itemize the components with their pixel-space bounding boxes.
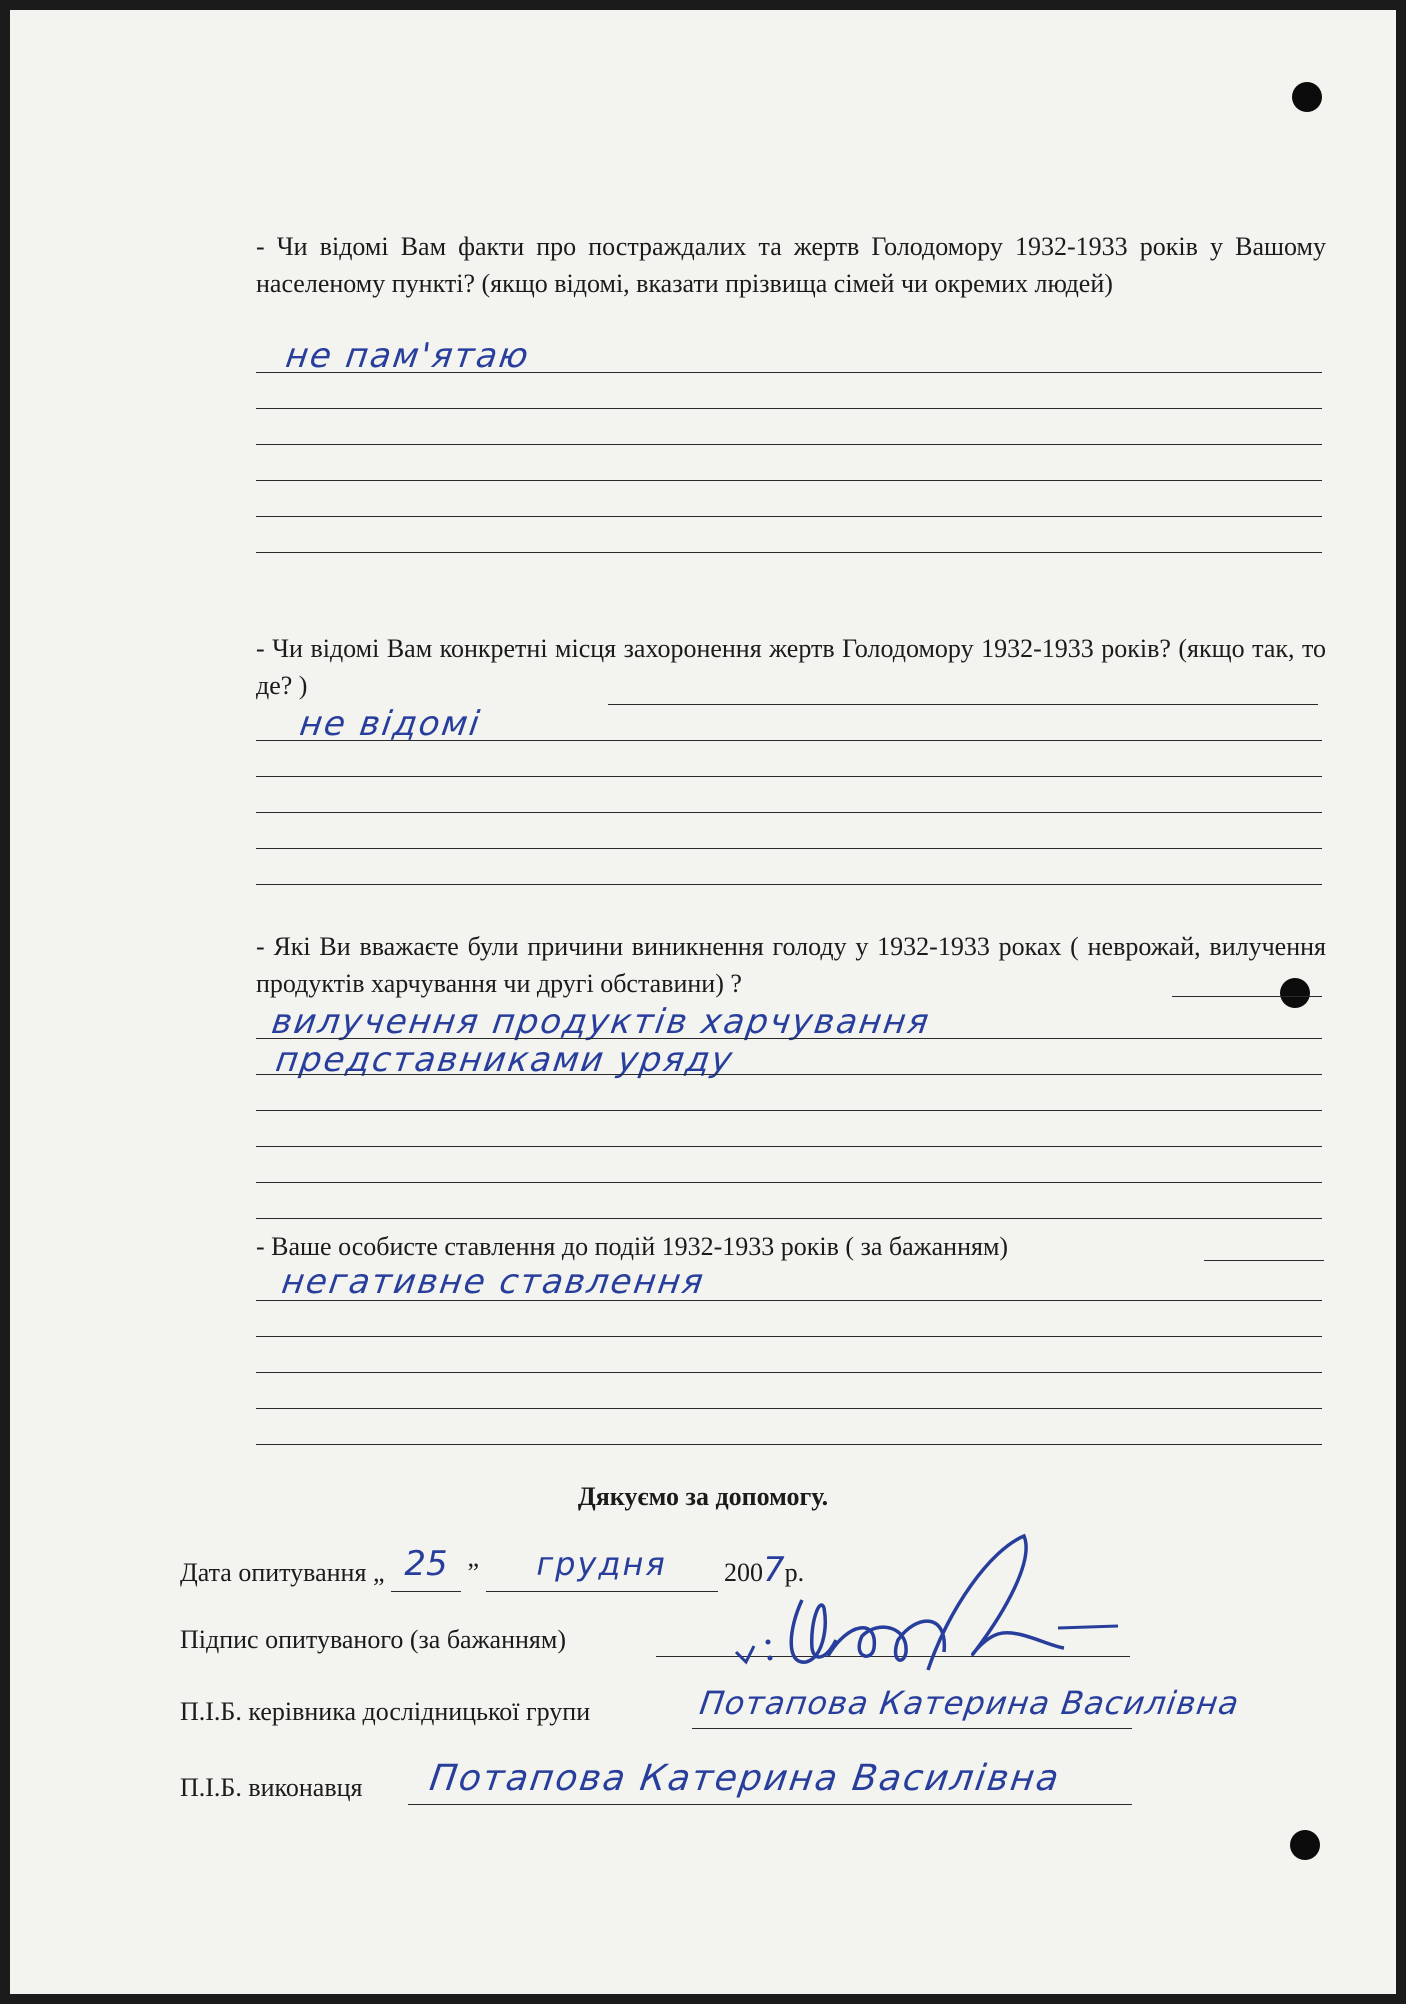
answer-line[interactable] — [256, 884, 1322, 885]
date-suffix: р. — [784, 1558, 805, 1587]
punch-hole — [1290, 1830, 1320, 1860]
executor-label: П.І.Б. виконавця — [180, 1773, 363, 1802]
answer-3-line-1: вилучення продуктів харчування — [269, 1002, 933, 1042]
date-month-field[interactable] — [486, 1545, 718, 1592]
answer-line[interactable] — [256, 1300, 1322, 1301]
answer-3-line-2: представниками уряду — [273, 1040, 737, 1080]
date-open-quote: „ — [372, 1558, 385, 1587]
answer-line[interactable] — [256, 1110, 1322, 1111]
executor-name: Потапова Катерина Василівна — [427, 1758, 1064, 1799]
answer-line[interactable] — [256, 848, 1322, 849]
answer-line[interactable] — [256, 516, 1322, 517]
answer-line[interactable] — [256, 1146, 1322, 1147]
answer-line[interactable] — [256, 1074, 1322, 1075]
answer-line[interactable] — [256, 1218, 1322, 1219]
answer-line[interactable] — [256, 776, 1322, 777]
answer-line[interactable] — [256, 740, 1322, 741]
answer-line[interactable] — [256, 408, 1322, 409]
question-3: - Які Ви вважаєте були причини виникнення голоду у 1932-1933 роках ( неврожай, вилучення продуктів харчування чи другі обставини) ? — [256, 932, 1326, 998]
answer-line[interactable] — [256, 1372, 1322, 1373]
punch-hole — [1292, 82, 1322, 112]
answer-line[interactable] — [256, 1444, 1322, 1445]
signature-label: Підпис опитуваного (за бажанням) — [180, 1625, 566, 1654]
answer-line[interactable] — [608, 704, 1318, 705]
answer-line[interactable] — [256, 1336, 1322, 1337]
answer-line[interactable] — [256, 444, 1322, 445]
answer-line[interactable] — [256, 480, 1322, 481]
answer-line[interactable] — [256, 1182, 1322, 1183]
answer-2-line-1: не відомі — [297, 704, 484, 744]
answer-1-line-1: не пам'ятаю — [283, 336, 533, 376]
date-month-value: грудня — [536, 1545, 667, 1583]
signature-mark — [728, 1530, 1128, 1680]
date-label: Дата опитування — [180, 1558, 367, 1587]
date-year-digit[interactable]: 7 — [763, 1550, 785, 1590]
answer-line[interactable] — [256, 552, 1322, 553]
answer-line[interactable] — [256, 372, 1322, 373]
date-year-prefix: 200 — [724, 1558, 764, 1587]
question-4: - Ваше особисте ставлення до подій 1932-1933 років ( за бажанням) — [256, 1232, 1009, 1261]
leader-line[interactable] — [692, 1728, 1132, 1729]
question-2: - Чи відомі Вам конкретні місця захоронення жертв Голодомору 1932-1933 років? (якщо так, то де? ) — [256, 634, 1326, 700]
leader-name: Потапова Катерина Василівна — [697, 1684, 1242, 1722]
signature-row — [180, 1624, 566, 1656]
answer-line[interactable] — [256, 1038, 1322, 1039]
date-day-field[interactable] — [391, 1544, 461, 1592]
answer-line[interactable] — [256, 812, 1322, 813]
thanks-note: Дякуємо за допомогу. — [577, 1482, 829, 1511]
leader-label: П.І.Б. керівника дослідницької групи — [180, 1697, 591, 1726]
date-close-quote: ” — [467, 1558, 480, 1587]
answer-line[interactable] — [1204, 1260, 1324, 1261]
date-day-value: 25 — [404, 1544, 448, 1584]
date-row — [180, 1544, 805, 1590]
question-1: - Чи відомі Вам факти про постраждалих та жертв Голодомору 1932-1933 років у Вашому населеному пункті? (якщо відомі, вказати прізвища сімей чи окремих людей) — [256, 232, 1326, 298]
executor-line[interactable] — [408, 1804, 1132, 1805]
questionnaire-page — [10, 10, 1396, 1994]
executor-row — [180, 1772, 362, 1804]
answer-4-line-1: негативне ставлення — [279, 1262, 708, 1302]
answer-line[interactable] — [1172, 996, 1322, 997]
leader-row — [180, 1696, 590, 1728]
answer-line[interactable] — [256, 1408, 1322, 1409]
